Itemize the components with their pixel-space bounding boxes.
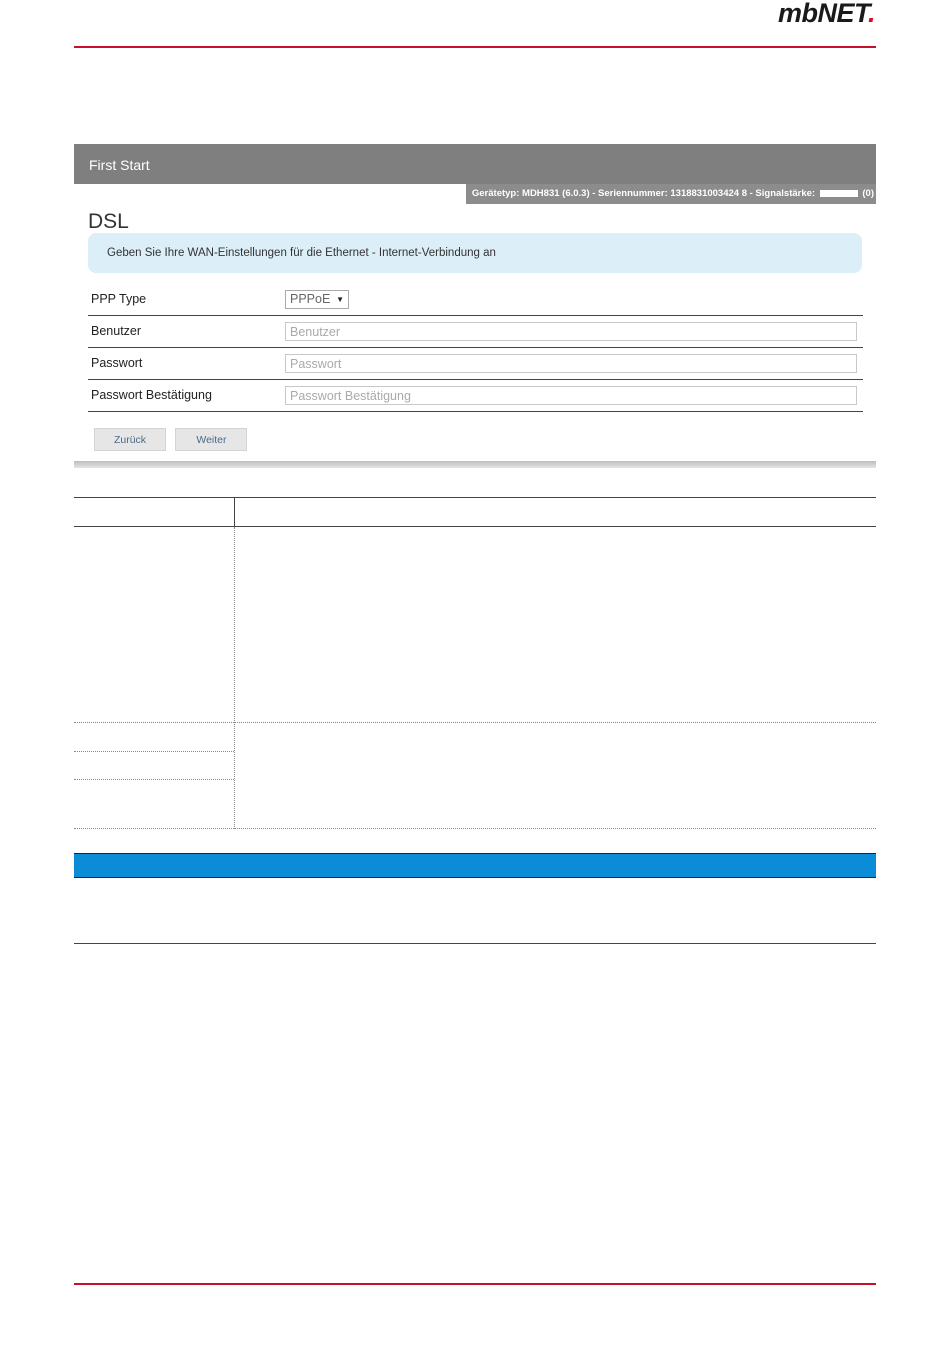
description-table xyxy=(74,497,876,527)
password-label: Passwort xyxy=(91,356,143,370)
form-row-password xyxy=(88,348,863,380)
form-row-user xyxy=(88,316,863,348)
table-column-divider xyxy=(234,527,235,829)
ppp-type-label: PPP Type xyxy=(91,292,147,306)
footer-divider xyxy=(74,1283,876,1285)
dropdown-arrow-icon: ▼ xyxy=(336,295,344,304)
note-bottom-border xyxy=(74,943,876,944)
table-bottom-border xyxy=(74,828,876,829)
password-input[interactable] xyxy=(285,354,857,373)
user-input[interactable] xyxy=(285,322,857,341)
table-header-row xyxy=(74,498,876,527)
header-divider xyxy=(74,46,876,48)
note-header-bar xyxy=(74,853,876,878)
back-button[interactable]: Zurück xyxy=(94,428,166,451)
device-status-text: Gerätetyp: MDH831 (6.0.3) - Seriennummer: 1318831003424 8 - Signalstärke: xyxy=(471,188,816,199)
panel-bottom-edge xyxy=(74,461,876,468)
first-start-panel xyxy=(74,144,876,468)
next-button[interactable]: Weiter xyxy=(175,428,247,451)
panel-title: First Start xyxy=(74,144,876,184)
info-banner: Geben Sie Ihre WAN-Einstellungen für die Ethernet - Internet-Verbindung an xyxy=(88,233,862,273)
table-row-divider xyxy=(74,722,876,723)
mbnet-logo: mbNET. xyxy=(777,0,875,28)
form-row-password-confirm xyxy=(88,380,863,412)
dsl-form xyxy=(88,284,863,412)
table-row-divider xyxy=(74,779,234,780)
ppp-type-value: PPPoE xyxy=(290,292,331,306)
table-header-divider xyxy=(234,498,235,526)
password-confirm-label: Passwort Bestätigung xyxy=(91,388,212,402)
device-status-bar xyxy=(466,184,876,204)
button-group xyxy=(94,428,252,451)
password-confirm-input[interactable] xyxy=(285,386,857,405)
signal-strength-icon xyxy=(820,190,858,197)
ppp-type-select[interactable] xyxy=(285,290,349,309)
signal-strength-value: (0) xyxy=(862,188,874,199)
table-row-divider xyxy=(74,751,234,752)
user-label: Benutzer xyxy=(91,324,142,338)
form-row-ppp-type xyxy=(88,284,863,316)
section-title: DSL xyxy=(88,210,129,233)
